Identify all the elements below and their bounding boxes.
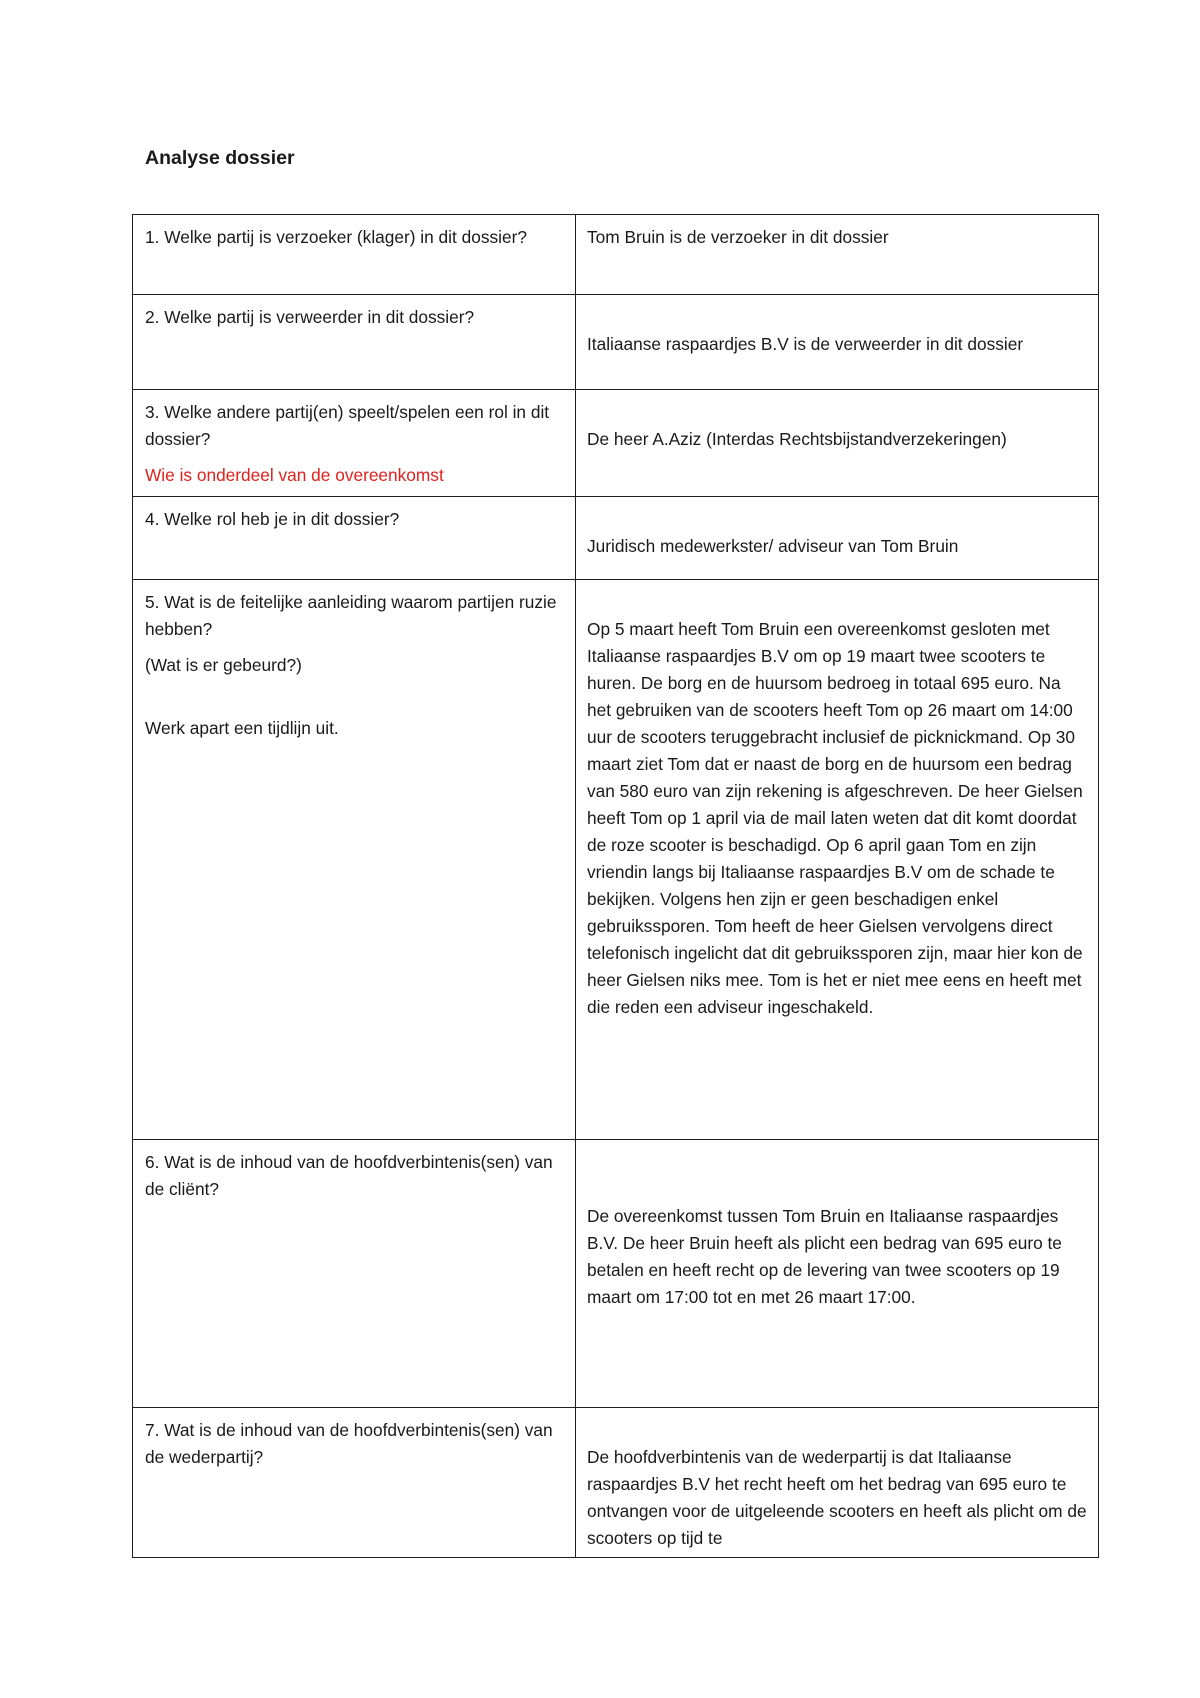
answer-text: De heer A.Aziz (Interdas Rechtsbijstandverzekeringen) bbox=[587, 429, 1007, 449]
question-text: 2. Welke partij is verweerder in dit dossier? bbox=[145, 307, 475, 327]
analysis-table bbox=[132, 214, 1099, 1558]
answer-cell bbox=[576, 497, 1099, 580]
answer-text: De overeenkomst tussen Tom Bruin en Italiaanse raspaardjes B.V. De heer Bruin heeft als plicht een bedrag van 695 euro te betalen en heeft recht op de levering van twee scooters op 19 maart om 17:00 tot en met 26 maart 17:00. bbox=[587, 1206, 1062, 1307]
answer-cell bbox=[576, 390, 1099, 497]
question-text: 7. Wat is de inhoud van de hoofdverbintenis(sen) van de wederpartij? bbox=[145, 1420, 553, 1467]
question-cell bbox=[133, 1408, 576, 1558]
table-row bbox=[133, 215, 1099, 295]
question-cell bbox=[133, 390, 576, 497]
question-text: 3. Welke andere partij(en) speelt/spelen een rol in dit dossier? bbox=[145, 402, 550, 449]
answer-text: Op 5 maart heeft Tom Bruin een overeenkomst gesloten met Italiaanse raspaardjes B.V om op 19 maart twee scooters te huren. De borg en de huursom bedroeg in totaal 695 euro. Na het gebruiken van de scooters heeft Tom op 26 maart om 14:00 uur de scooters teruggebracht inclusief de picknickmand. Op 30 maart ziet Tom dat er naast de borg en de huursom een bedrag van 580 euro van zijn rekening is afgeschreven. De heer Gielsen heeft Tom op 1 april via de mail laten weten dat dit komt doordat de roze scooter is beschadigd. Op 6 april gaan Tom en zijn vriendin langs bij Italiaanse raspaardjes B.V om de schade te bekijken. Volgens hen zijn er geen beschadigen enkel gebruikssporen. Tom heeft de heer Gielsen vervolgens direct telefonisch ingelicht dat dit gebruikssporen zijn, maar hier kon de heer Gielsen niks mee. Tom is het er niet mee eens en heeft met die reden een adviseur ingeschakeld. bbox=[587, 619, 1083, 1017]
answer-cell bbox=[576, 295, 1099, 390]
answer-text: Tom Bruin is de verzoeker in dit dossier bbox=[587, 227, 889, 247]
question-text: 4. Welke rol heb je in dit dossier? bbox=[145, 509, 400, 529]
question-subtext: Werk apart een tijdlijn uit. bbox=[145, 718, 339, 738]
answer-cell bbox=[576, 1140, 1099, 1408]
answer-cell bbox=[576, 1408, 1099, 1558]
table-row bbox=[133, 390, 1099, 497]
answer-text: Italiaanse raspaardjes B.V is de verweerder in dit dossier bbox=[587, 334, 1024, 354]
answer-text: Juridisch medewerkster/ adviseur van Tom Bruin bbox=[587, 536, 959, 556]
answer-cell bbox=[576, 215, 1099, 295]
question-text: 5. Wat is de feitelijke aanleiding waarom partijen ruzie hebben? bbox=[145, 592, 557, 639]
answer-text: De hoofdverbintenis van de wederpartij is dat Italiaanse raspaardjes B.V het recht heeft om het bedrag van 695 euro te ontvangen voor de uitgeleende scooters en heeft als plicht om de scooters op tijd te bbox=[587, 1447, 1087, 1548]
question-cell bbox=[133, 580, 576, 1140]
answer-cell bbox=[576, 580, 1099, 1140]
question-cell bbox=[133, 215, 576, 295]
table-row bbox=[133, 497, 1099, 580]
table-row bbox=[133, 295, 1099, 390]
question-cell bbox=[133, 1140, 576, 1408]
page-title: Analyse dossier bbox=[145, 147, 295, 169]
question-cell bbox=[133, 497, 576, 580]
table-row bbox=[133, 580, 1099, 1140]
table-row bbox=[133, 1140, 1099, 1408]
question-text: 1. Welke partij is verzoeker (klager) in dit dossier? bbox=[145, 227, 527, 247]
question-cell bbox=[133, 295, 576, 390]
question-subtext: (Wat is er gebeurd?) bbox=[145, 655, 302, 675]
question-text: 6. Wat is de inhoud van de hoofdverbintenis(sen) van de cliënt? bbox=[145, 1152, 553, 1199]
table-row bbox=[133, 1408, 1099, 1558]
question-note: Wie is onderdeel van de overeenkomst bbox=[145, 465, 444, 485]
